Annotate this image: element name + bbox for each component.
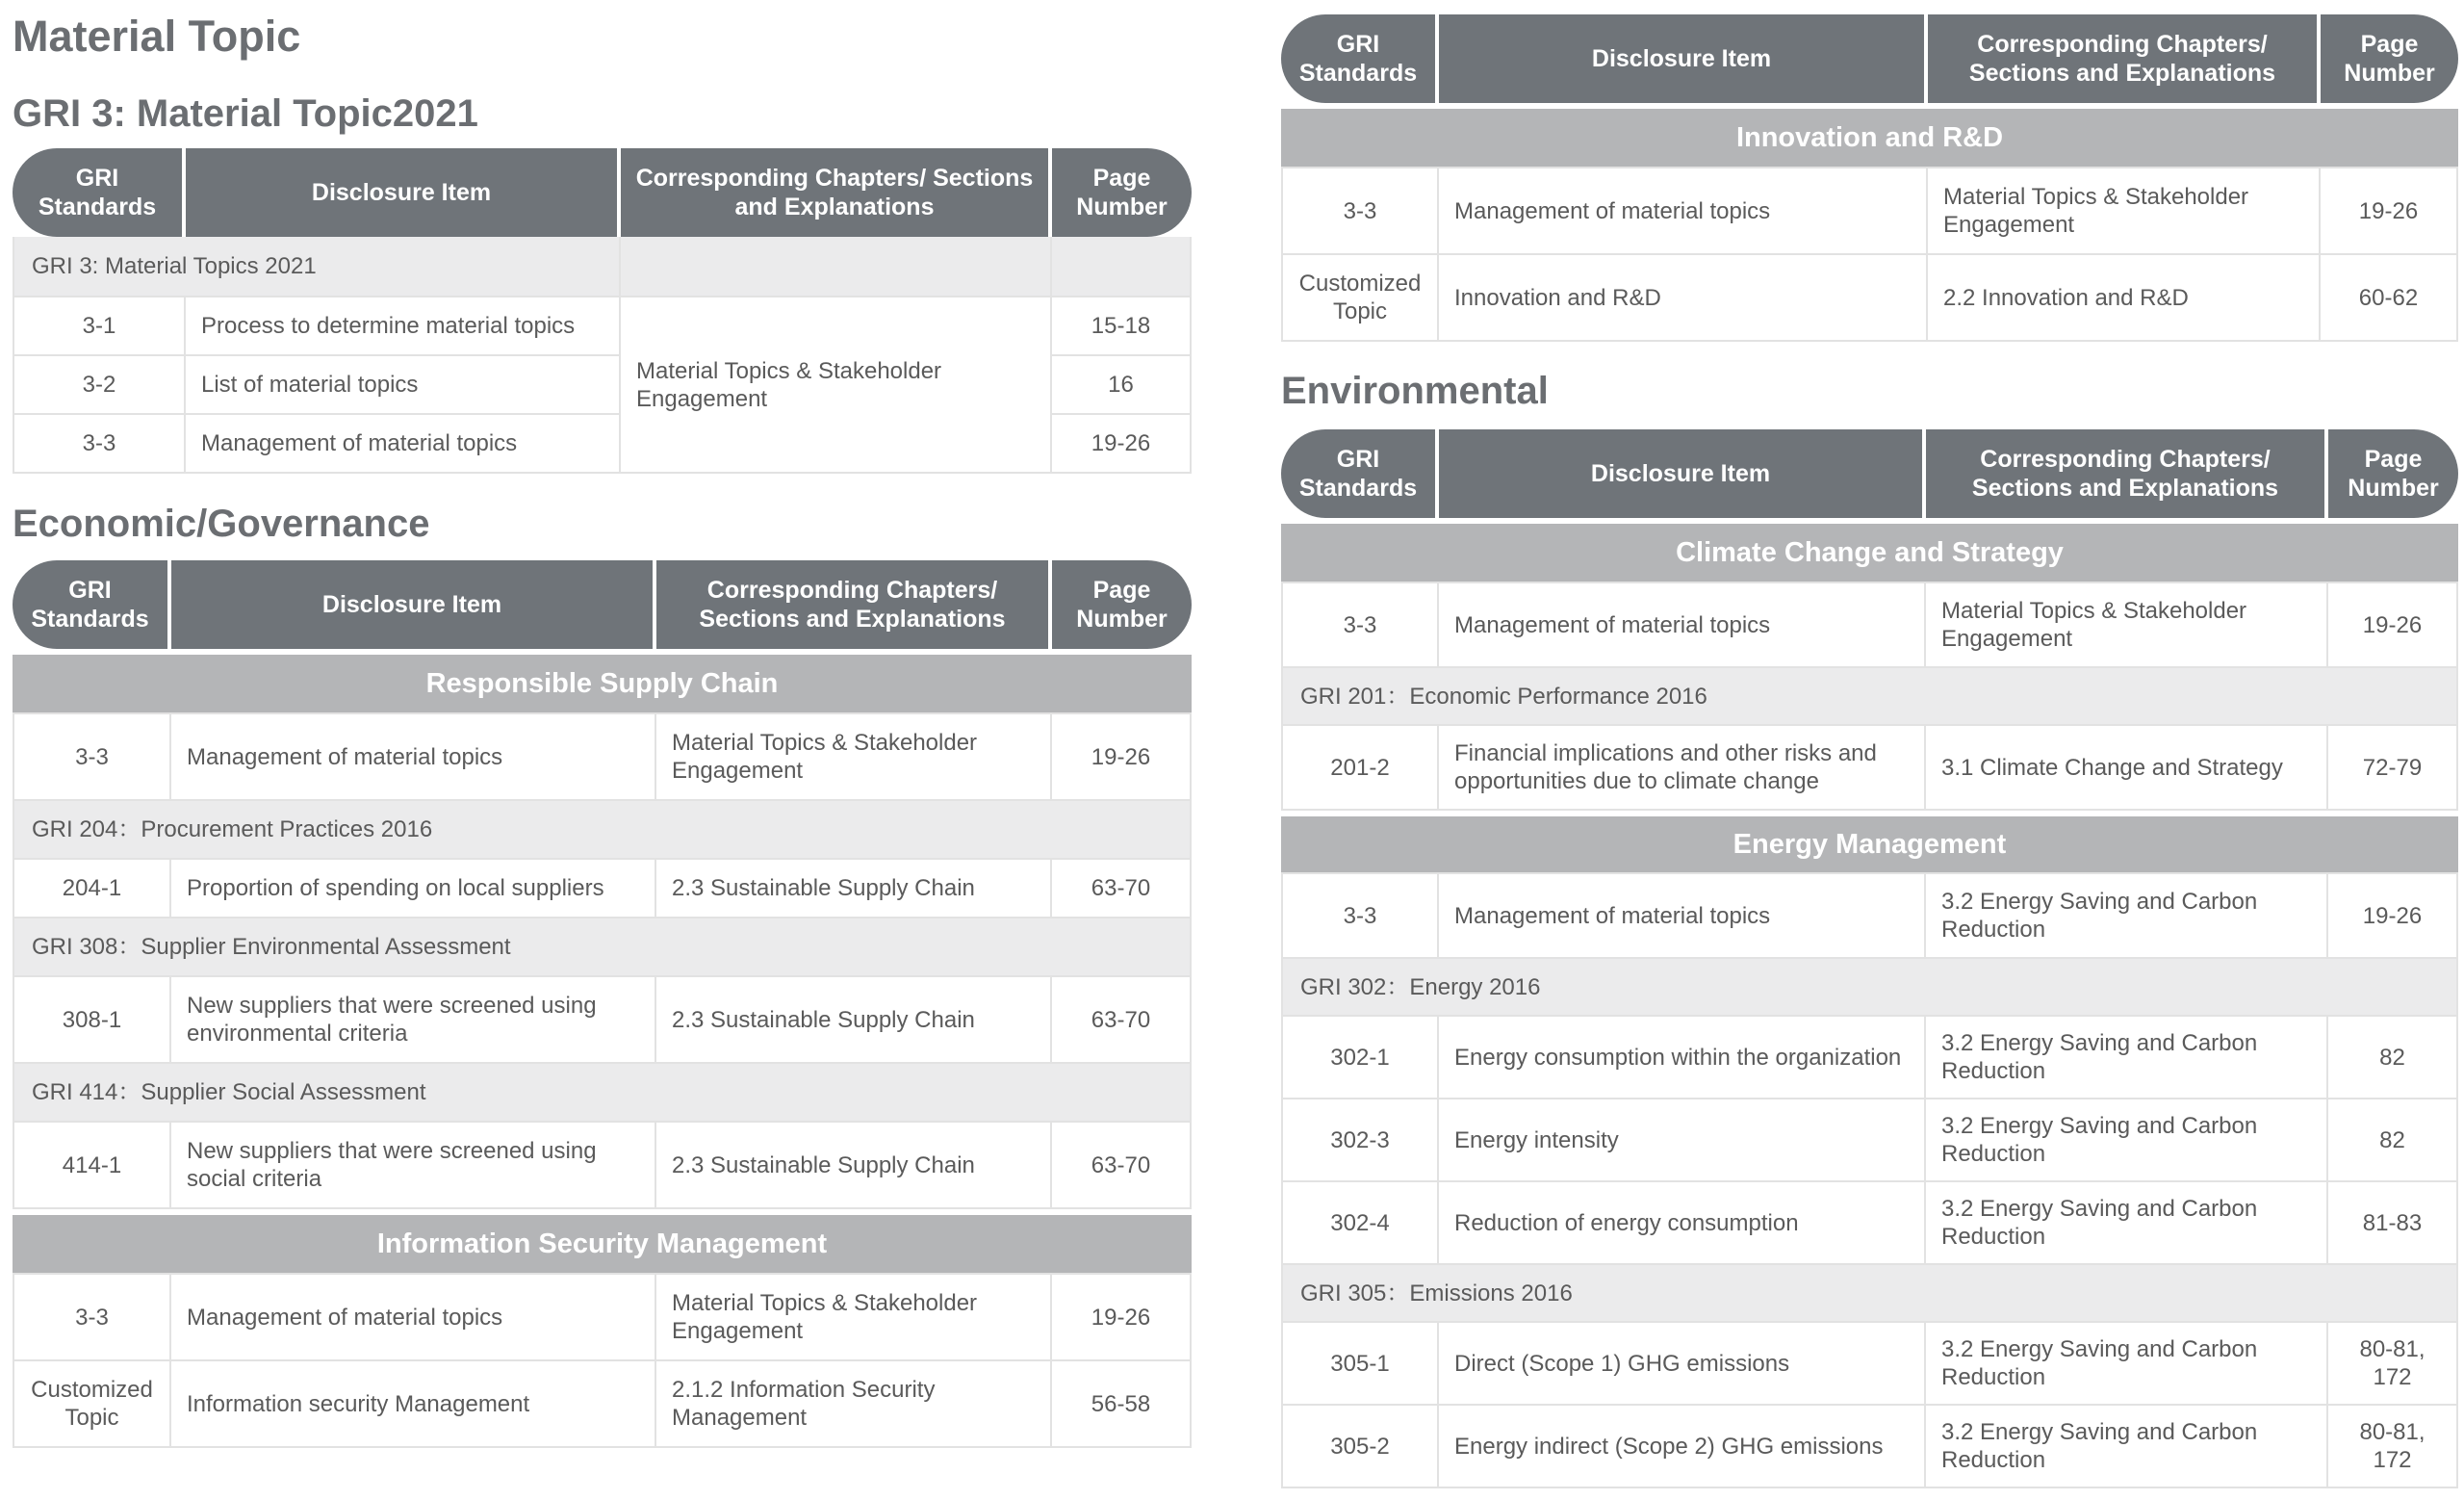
subheader-label: GRI 204：Procurement Practices 2016: [13, 801, 1192, 860]
page-number: 19-26: [1052, 1275, 1192, 1361]
header-chapters: Corresponding Chapters/ Sections and Explanations: [621, 148, 1052, 237]
page-number: 72-79: [2328, 726, 2458, 811]
table-row: [1281, 874, 2458, 959]
gri-code: 3-3: [1281, 583, 1439, 668]
chapter: 3.2 Energy Saving and Carbon Reduction: [1926, 874, 2328, 959]
page-number: 19-26: [1052, 415, 1192, 474]
gri-code: 3-3: [1281, 168, 1439, 255]
chapter: 3.2 Energy Saving and Carbon Reduction: [1926, 1099, 2328, 1182]
page-number: 81-83: [2328, 1182, 2458, 1265]
gri-code: 3-3: [13, 714, 171, 801]
table-row: [13, 860, 1192, 918]
subheader-label: GRI 308：Supplier Environmental Assessment: [13, 918, 1192, 977]
disclosure-item: Direct (Scope 1) GHG emissions: [1439, 1323, 1926, 1406]
table-header: [13, 560, 1192, 649]
gri-code: 302-1: [1281, 1017, 1439, 1099]
section-title-economic-governance: Economic/Governance: [13, 503, 430, 545]
chapter: Material Topics & Stakeholder Engagement: [656, 1275, 1052, 1361]
chapter: 3.2 Energy Saving and Carbon Reduction: [1926, 1323, 2328, 1406]
chapter: 3.2 Energy Saving and Carbon Reduction: [1926, 1017, 2328, 1099]
table-row: [1281, 255, 2458, 342]
table-row: [1281, 583, 2458, 668]
header-gri-standards: GRI Standards: [13, 560, 171, 649]
page-number: 82: [2328, 1099, 2458, 1182]
disclosure-item: Energy indirect (Scope 2) GHG emissions: [1439, 1406, 1926, 1488]
disclosure-item: Energy intensity: [1439, 1099, 1926, 1182]
header-chapters: Corresponding Chapters/ Sections and Explanations: [656, 560, 1052, 649]
subheader-row: [13, 918, 1192, 977]
gri-code: 204-1: [13, 860, 171, 918]
header-chapters: Corresponding Chapters/ Sections and Explanations: [1926, 429, 2328, 518]
subheader-row: [13, 801, 1192, 860]
page-number: 63-70: [1052, 977, 1192, 1064]
table-row: [1281, 1099, 2458, 1182]
gri-code: 414-1: [13, 1123, 171, 1209]
table-header: [1281, 429, 2458, 518]
table-header: [1281, 14, 2458, 103]
chapter: 3.2 Energy Saving and Carbon Reduction: [1926, 1406, 2328, 1488]
disclosure-item: Management of material topics: [1439, 168, 1928, 255]
gri-code: Customized Topic: [1281, 255, 1439, 342]
chapter: Material Topics & Stakeholder Engagement: [1928, 168, 2321, 255]
table-row: [13, 297, 1192, 356]
page-number: 80-81, 172: [2328, 1323, 2458, 1406]
page-number: 19-26: [2328, 874, 2458, 959]
page-number: 80-81, 172: [2328, 1406, 2458, 1488]
subheader-label: GRI 302：Energy 2016: [1281, 959, 2458, 1017]
disclosure-item: Management of material topics: [186, 415, 621, 474]
disclosure-item: Information security Management: [171, 1361, 656, 1448]
table-economic-governance: [13, 560, 1192, 1448]
category-band: [13, 649, 1192, 714]
gri-code: 305-2: [1281, 1406, 1439, 1488]
band-label: Innovation and R&D: [1281, 103, 2458, 168]
page-number: 82: [2328, 1017, 2458, 1099]
chapter-merged: Material Topics & Stakeholder Engagement: [621, 297, 1052, 474]
gri-code: Customized Topic: [13, 1361, 171, 1448]
header-chapters: Corresponding Chapters/ Sections and Explanations: [1928, 14, 2321, 103]
header-gri-standards: GRI Standards: [1281, 14, 1439, 103]
chapter: 2.2 Innovation and R&D: [1928, 255, 2321, 342]
subheader-label: GRI 414：Supplier Social Assessment: [13, 1064, 1192, 1123]
disclosure-item: Financial implications and other risks and opportunities due to climate change: [1439, 726, 1926, 811]
band-label: Climate Change and Strategy: [1281, 518, 2458, 583]
category-band: [1281, 103, 2458, 168]
subheader-row: [1281, 668, 2458, 726]
gri-code: 3-3: [1281, 874, 1439, 959]
band-label: Responsible Supply Chain: [13, 649, 1192, 714]
page-number: 16: [1052, 356, 1192, 415]
gri-code: 302-3: [1281, 1099, 1439, 1182]
disclosure-item: New suppliers that were screened using environmental criteria: [171, 977, 656, 1064]
header-page-number: Page Number: [2321, 14, 2458, 103]
chapter: 2.3 Sustainable Supply Chain: [656, 1123, 1052, 1209]
table-innovation: [1281, 14, 2458, 342]
disclosure-item: Management of material topics: [1439, 874, 1926, 959]
page-number: 19-26: [2328, 583, 2458, 668]
header-disclosure-item: Disclosure Item: [171, 560, 656, 649]
header-page-number: Page Number: [2328, 429, 2458, 518]
table-header: [13, 148, 1192, 237]
disclosure-item: Process to determine material topics: [186, 297, 621, 356]
header-page-number: Page Number: [1052, 560, 1192, 649]
disclosure-item: New suppliers that were screened using social criteria: [171, 1123, 656, 1209]
disclosure-item: Innovation and R&D: [1439, 255, 1928, 342]
chapter: Material Topics & Stakeholder Engagement: [1926, 583, 2328, 668]
page-number: 60-62: [2321, 255, 2458, 342]
disclosure-item: Management of material topics: [1439, 583, 1926, 668]
header-gri-standards: GRI Standards: [13, 148, 186, 237]
category-band: [13, 1209, 1192, 1275]
table-environmental: [1281, 429, 2458, 1488]
chapter: 2.3 Sustainable Supply Chain: [656, 977, 1052, 1064]
chapter: 3.2 Energy Saving and Carbon Reduction: [1926, 1182, 2328, 1265]
table-row: [13, 1123, 1192, 1209]
gri-code: 3-2: [13, 356, 186, 415]
category-band: [1281, 811, 2458, 874]
table-row: [13, 1361, 1192, 1448]
subheader-empty: [621, 237, 1052, 297]
subheader-label: GRI 201：Economic Performance 2016: [1281, 668, 2458, 726]
page-number: 56-58: [1052, 1361, 1192, 1448]
section-title-environmental: Environmental: [1281, 370, 1549, 412]
header-disclosure-item: Disclosure Item: [1439, 14, 1928, 103]
table-row: [13, 977, 1192, 1064]
page-number: 19-26: [1052, 714, 1192, 801]
table-row: [13, 1275, 1192, 1361]
subheader-label: GRI 305：Emissions 2016: [1281, 1265, 2458, 1323]
table-row: [1281, 1182, 2458, 1265]
table-row: [1281, 168, 2458, 255]
disclosure-item: Management of material topics: [171, 714, 656, 801]
table-row: [13, 714, 1192, 801]
band-label: Information Security Management: [13, 1209, 1192, 1275]
gri-code: 3-1: [13, 297, 186, 356]
gri-code: 3-3: [13, 415, 186, 474]
table-row: [1281, 726, 2458, 811]
chapter: 2.1.2 Information Security Management: [656, 1361, 1052, 1448]
gri-code: 3-3: [13, 1275, 171, 1361]
disclosure-item: Proportion of spending on local suppliers: [171, 860, 656, 918]
table-gri3: [13, 148, 1192, 474]
table-row: [1281, 1323, 2458, 1406]
table-row: [1281, 1406, 2458, 1488]
page-number: 63-70: [1052, 860, 1192, 918]
table-row: [1281, 1017, 2458, 1099]
category-band: [1281, 518, 2458, 583]
page-number: 15-18: [1052, 297, 1192, 356]
subheader-label: GRI 3: Material Topics 2021: [13, 237, 621, 297]
header-disclosure-item: Disclosure Item: [1439, 429, 1926, 518]
disclosure-item: List of material topics: [186, 356, 621, 415]
chapter: 2.3 Sustainable Supply Chain: [656, 860, 1052, 918]
page-title: Material Topic: [13, 12, 301, 61]
page-number: 19-26: [2321, 168, 2458, 255]
subheader-row: [13, 237, 1192, 297]
disclosure-item: Reduction of energy consumption: [1439, 1182, 1926, 1265]
header-page-number: Page Number: [1052, 148, 1192, 237]
subheader-row: [1281, 1265, 2458, 1323]
page-number: 63-70: [1052, 1123, 1192, 1209]
chapter: Material Topics & Stakeholder Engagement: [656, 714, 1052, 801]
section-title-gri3: GRI 3: Material Topic2021: [13, 92, 478, 135]
gri-code: 201-2: [1281, 726, 1439, 811]
subheader-row: [1281, 959, 2458, 1017]
disclosure-item: Energy consumption within the organization: [1439, 1017, 1926, 1099]
header-disclosure-item: Disclosure Item: [186, 148, 621, 237]
disclosure-item: Management of material topics: [171, 1275, 656, 1361]
subheader-row: [13, 1064, 1192, 1123]
chapter: 3.1 Climate Change and Strategy: [1926, 726, 2328, 811]
subheader-empty: [1052, 237, 1192, 297]
gri-code: 308-1: [13, 977, 171, 1064]
gri-code: 305-1: [1281, 1323, 1439, 1406]
header-gri-standards: GRI Standards: [1281, 429, 1439, 518]
gri-code: 302-4: [1281, 1182, 1439, 1265]
band-label: Energy Management: [1281, 811, 2458, 874]
